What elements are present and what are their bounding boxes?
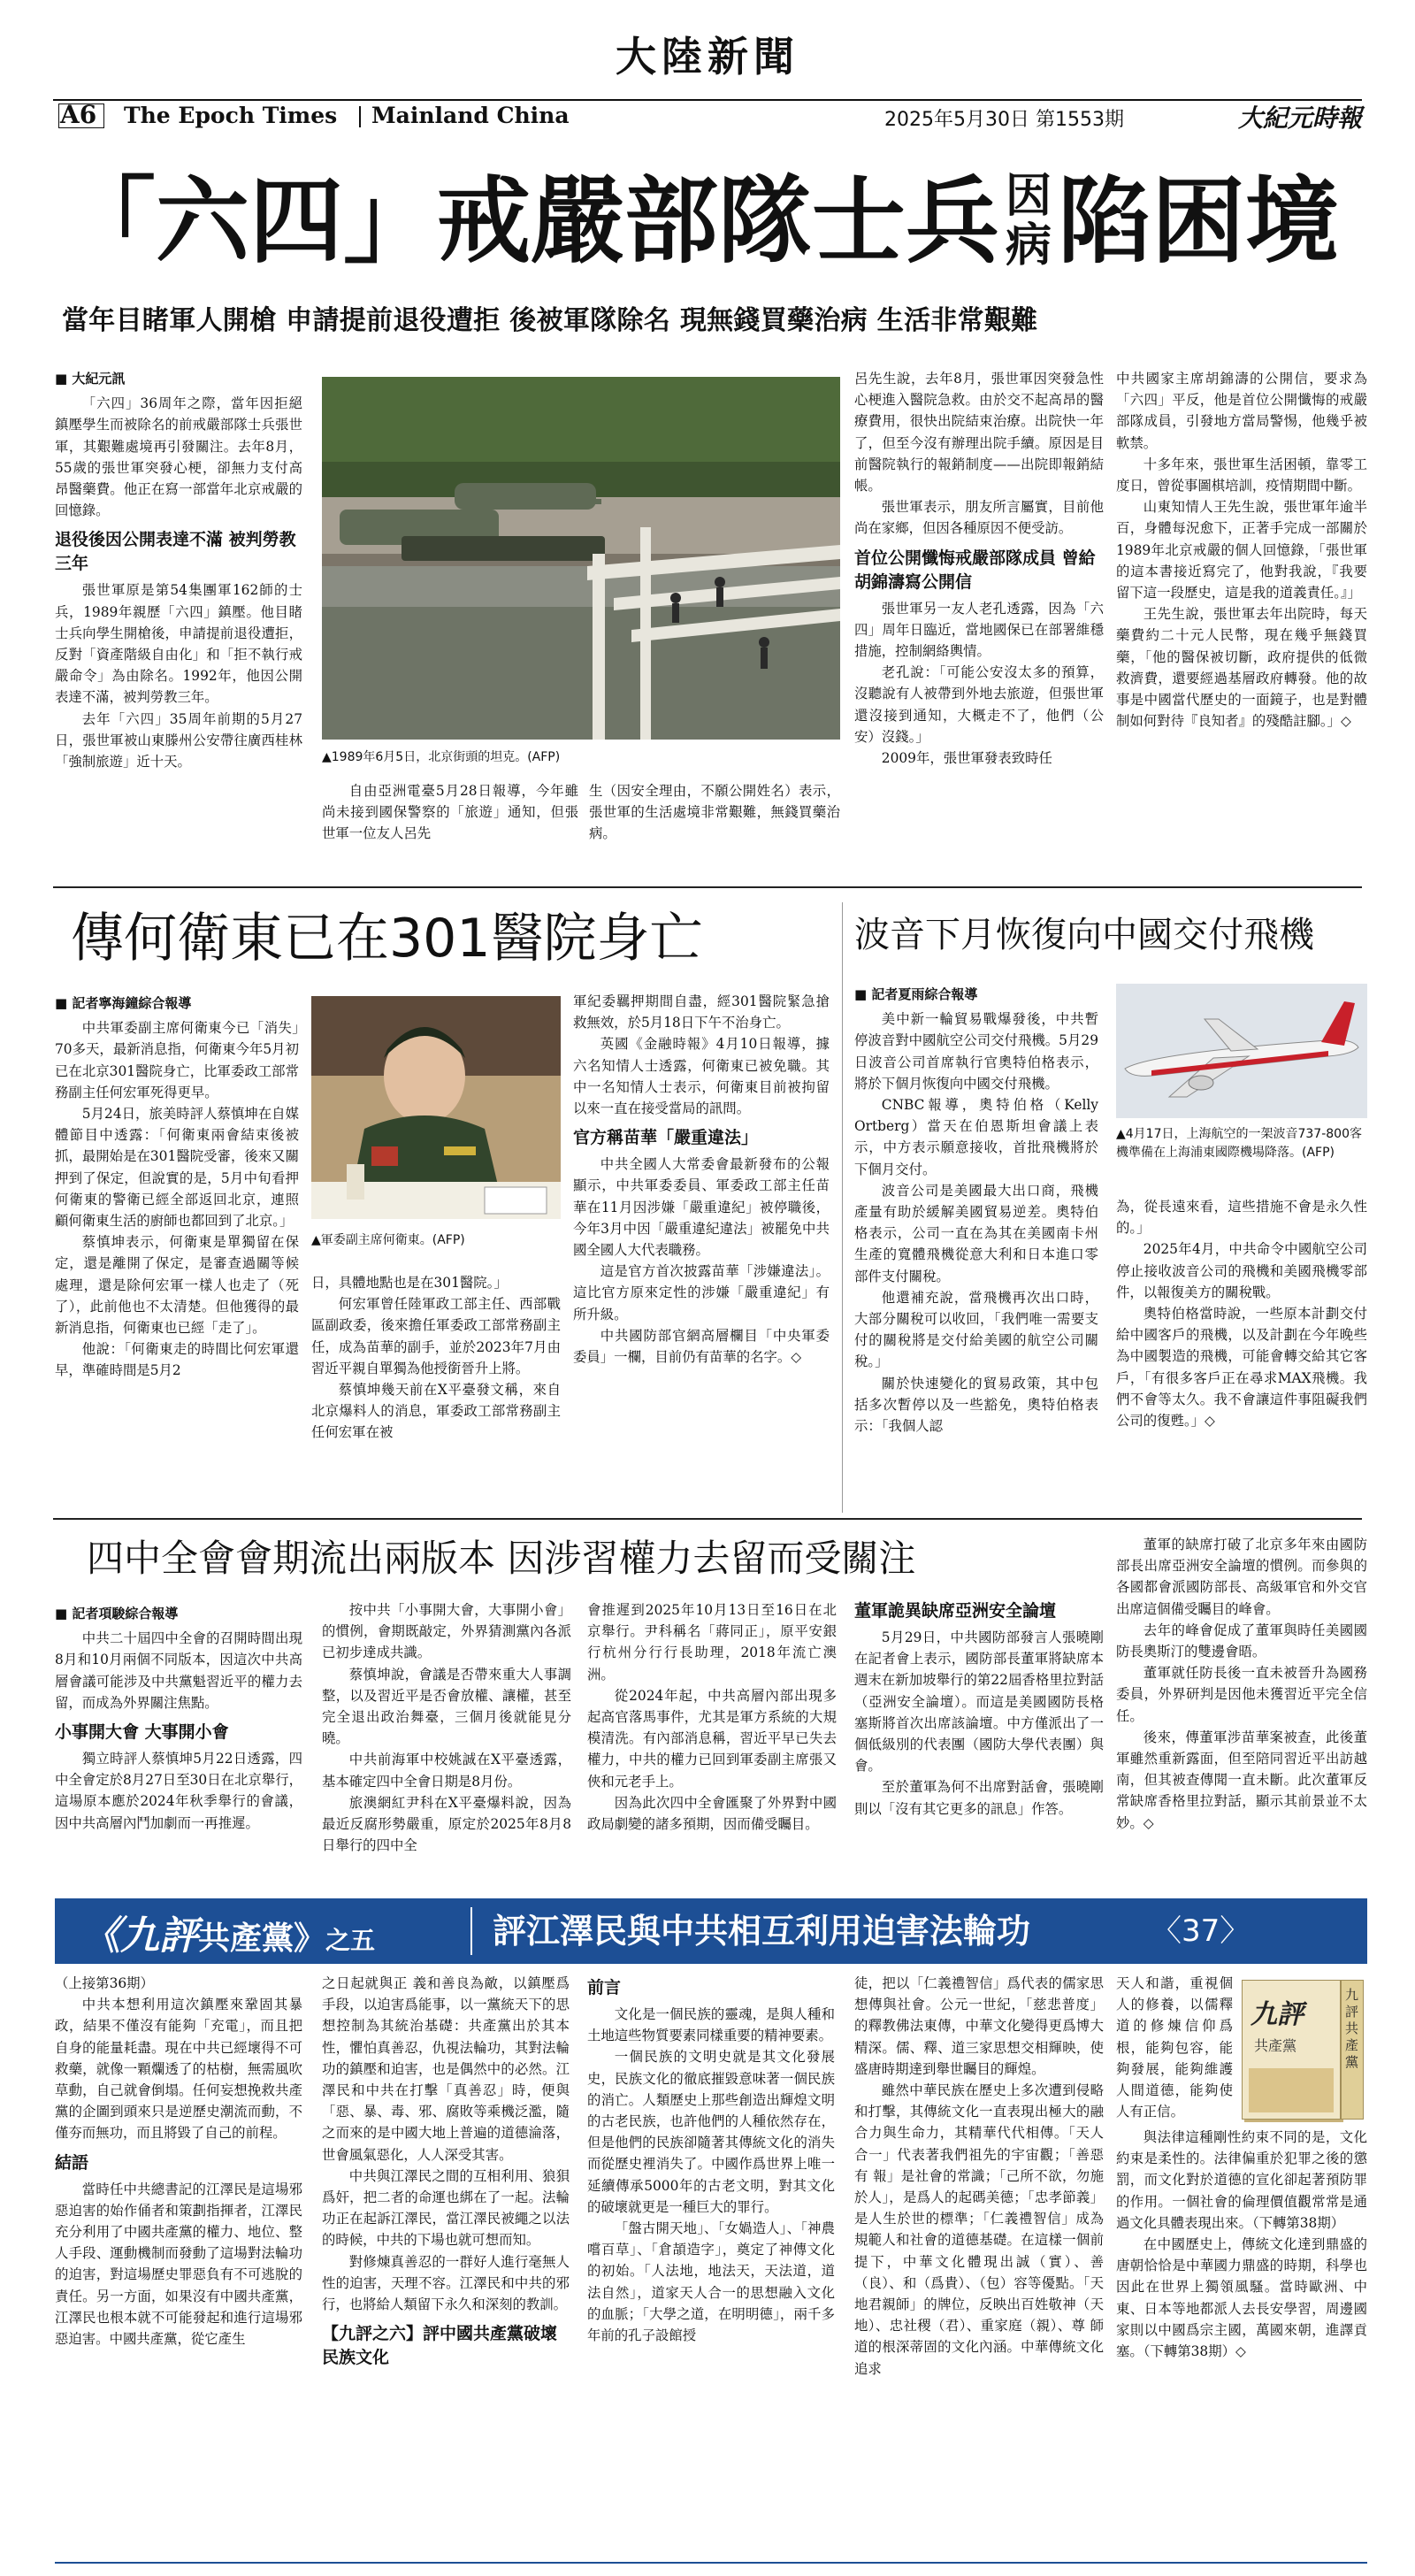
boeing-column-2 [1116,1196,1367,1431]
boeing-photo [1116,984,1367,1118]
plenum-paragraph: 至於董軍為何不出席對話會，張曉剛則以「沒有其它更多的訊息」作答。 [854,1779,1104,1817]
lead-paragraph: 王先生說，張世軍去年出院時，每天藥費約二十元人民幣，現在幾乎無錢買藥，「他的醫保被切斷，政府提供的低微救濟費，還要經過基層政府轉發。他的故事是中國當代歷史的一面鏡子，也是對體制如何對待『良知者』的殘酷註腳。」◇ [1116,606,1367,730]
hwd-photo-caption: ▲軍委副主席何衛東。(AFP) [311,1233,465,1247]
jiuping-paragraph: 中共本想利用這次鎮壓來鞏固其暴政，結果不僅沒有能夠「充電」，而且把自身的能量耗盡。現在中共已經壞得不可救藥，就像一顆爛透了的枯樹，無需風吹草動，自己就會倒塌。任何妄想挽救共產黨的企圖到頭來只是逆歷史潮流而動，不僅夯而無功，而且將毀了自己的前程。 [55,1997,302,2142]
jiuping-column-5b [1116,2127,1367,2362]
jiuping-paragraph: 中共與江澤民之間的互相利用、狼狽爲奸，把二者的命運也綁在了一起。法輪功正在起訴江澤民，當江澤民被繩之以法的時候，中共的下場也就可想而知。 [322,2167,570,2249]
hwd-column-1 [55,993,299,1382]
lead-subhead-1: 退役後因公開表達不滿 被判勞教三年 [55,530,296,574]
jiuping-paragraph: 在中國歷史上，傳統文化達到鼎盛的唐朝恰恰是中華國力鼎盛的時期，科學也因此在世界上獨領風騷。當時歐洲、中東、日本等地都派人去長安學習，周邊國家則以中國爲宗主國，萬國來朝，進譯貢塞。（下轉第38期）◇ [1116,2236,1367,2360]
book-spine-title: 九評共產黨 [1345,1987,1359,2070]
plenum-paragraph: 獨立時評人蔡慎坤5月22日透露，四中全會定於8月27日至30日在北京舉行，這場原本應於2024年秋季舉行的會議，因中共高層內鬥加劇而一再推遲。 [55,1751,302,1831]
plenum-subhead-2: 董軍詭異缺席亞洲安全論壇 [854,1601,1057,1621]
plenum-paragraph: 因為此次四中全會匯聚了外界對中國政局劇變的諸多預期，因而備受矚目。 [587,1794,837,1833]
section-title-zh: 大陸新聞 [616,33,799,80]
jiuping-paragraph: 「盤古開天地」、「女媧造人」、「神農嚐百草」、「倉頡造字」，奠定了神傳文化的初始。「人法地，地法天，天法道，道法自然」，道家天人合一的思想融入文化的血脈；「大學之道，在明明德」，兩千多年前的孔子設館授 [587,2220,835,2344]
hwd-byline: ■ 記者寧海鐘綜合報導 [55,995,192,1011]
boeing-paragraph: 奧特伯格當時說，一些原本計劃交付給中國客戶的飛機，以及計劃在今年晚些為中國製造的飛機，可能會轉交給其它客戶，「有很多客戶正在尋求MAX飛機。我們不會等太久。我不會讓這件事阻礙我們公司的復甦。」◇ [1116,1306,1367,1430]
plenum-paragraph: 董軍就任防長後一直未被晉升為國務委員，外界研判是因他未獲習近平完全信任。 [1116,1665,1367,1724]
lead-paragraph: 2009年，張世軍發表致時任 [881,750,1052,767]
jiuping-column-3 [587,1973,835,2346]
tank-photo-illustration [322,377,840,740]
jiuping-title: 評江澤民與中共相互利用迫害法輪功 [493,1912,1031,1951]
lead-paragraph: 張世軍表示，朋友所言屬實，目前他尚在家鄉，但因各種原因不便受訪。 [854,499,1104,537]
plenum-paragraph: 按中共「小事開大會，大事開小會」的慣例，會期既敲定，外界猜測黨內各派已初步達成共識。 [322,1602,571,1661]
plenum-paragraph: 董軍的缺席打破了北京多年來由國防部長出席亞洲安全論壇的慣例。而參與的各國都會派國防部長、高級軍官和外交官出席這個備受矚目的峰會。 [1116,1537,1367,1617]
page-number: A6 [60,100,97,129]
plenum-column-3 [587,1599,837,1835]
lead-paragraph: 中共國家主席胡錦濤的公開信，要求為「六四」平反，他是首位公開懺悔的戒嚴部隊成員，引發地方當局警惕，他幾乎被軟禁。 [1116,371,1367,451]
hwd-column-3 [573,991,830,1368]
jiuping-lead-note: （上接第36期） [55,1975,154,1991]
boeing-paragraph: 他還補充說，當飛機再次出口時，大部分關稅可以收回，「我們唯一需要支付的關稅將是交付給美國的航空公司關稅。」 [854,1289,1098,1370]
plenum-paragraph: 5月29日，中共國防部發言人張曉剛在記者會上表示，國防部長董軍將缺席本週末在新加坡舉行的第22屆香格里拉對話（亞洲安全論壇）。而這是美國國防長格塞斯將首次出席該論壇。中方僅派出了一個低級別的代表團（國防大學代表團）與會。 [854,1629,1104,1775]
masthead [53,0,1362,133]
issue-date: 2025年5月30日 第1553期 [884,109,1124,131]
plenum-headline: 四中全會會期流出兩版本 因涉習權力去留而受關注 [87,1537,916,1580]
hwd-paragraph: 中共國防部官網高層欄目「中央軍委委員」一欄，目前仍有苗華的名字。◇ [573,1327,830,1366]
lead-subheadline: 當年目睹軍人開槍 申請提前退役遭拒 後被軍隊除名 現無錢買藥治病 生活非常艱難 [62,305,1038,336]
plenum-paragraph: 會推遲到2025年10月13日至16日在北京舉行。尹科稱名「蔣同正」，原平安銀行杭州分行行長助理，2018年流亡澳洲。 [587,1602,837,1683]
jiuping-series-c: 之五 [325,1926,376,1955]
lead-column-2 [322,780,578,845]
plenum-paragraph: 從2024年起，中共高層內部出現多起高官落馬事件，尤其是軍方系統的大規模清洗。有內部消息稱，習近平早已失去權力，中共的權力已回到軍委副主席張又俠和元老手上。 [587,1687,837,1790]
jiuping-column-1 [55,1973,302,2350]
lead-paragraph: 去年「六四」35周年前期的5月27日，張世軍被山東滕州公安帶往廣西桂林「強制旅遊」近十天。 [55,710,302,770]
jiuping-paragraph: 徒，把以「仁義禮智信」爲代表的儒家思想傳與社會。公元一世紀，「慈悲普度」的釋教佛法東傳，中華文化變得更爲博大精深。儒、釋、道三家思想交相輝映，使盛唐時期達到舉世矚目的輝煌。 [854,1975,1104,2077]
paper-name: The Epoch Times [124,103,338,128]
boeing-paragraph: 美中新一輪貿易戰爆發後，中共暫停波音對中國航空公司交付飛機。5月29日波音公司首席執行官奧特伯格表示，將於下個月恢復向中國交付飛機。 [854,1011,1098,1092]
lead-column-1 [55,368,302,772]
lead-paragraph: 自由亞洲電臺5月28日報導，今年雖尚未接到國保警察的「旅遊」通知，但張世軍一位友人呂先 [322,783,578,842]
lead-column-3 [589,780,840,845]
jiuping-series-a: 《九評 [81,1913,198,1959]
jiuping-paragraph: 雖然中華民族在歷史上多次遭到侵略和打擊，其傳統文化一直表現出極大的融合力與生命力，其精華代代相傳。「天人合一」代表著我們祖先的宇宙觀；「善惡有 報」是社會的常識；「己所不欲，勿施於人」，是爲人的起碼美德；「忠孝節義」是人生於世的標準；「仁義禮智信」成為規範人和社會的道德基礎。在這樣一個前 提下，中華文化體現出誠（實）、善（良）、和（爲貴）、（包）容等優點。「天地君親師」的牌位，反映出百姓敬神（天地）、忠社稷（君）、重家庭（親）、尊 師道的根深蒂固的文化內涵。中華傳統文化追求 [854,2082,1104,2377]
lead-paragraph: 老孔說：「可能公安沒太多的預算，沒聽說有人被帶到外地去旅遊，但張世軍還沒接到通知，大概走不了，他們（公安）沒錢。」 [854,664,1104,745]
hwd-paragraph: 英國《金融時報》4月10日報導，據六名知情人士透露，何衛東已被免職。其中一名知情人士表示，何衛東目前被拘留以來一直在接受當局的訊問。 [573,1036,830,1117]
hwd-paragraph: 5月24日，旅美時評人蔡慎坤在自媒體節目中透露：「何衛東兩會結束後被抓，最開始是在301醫院受審，後來又關押到了保定，但說實的是，5月中旬看押何衛東的警衛已經全部返回北京，連照顧何衛東生活的廚師也都回到了北京。」 [55,1106,299,1230]
lead-photo-tank [322,377,840,740]
jiuping-paragraph: 天人和諧，重視個人的修養，以儒釋道的修煉信仰爲根，能夠包容，能夠發展，能夠維護人間道德，能夠使人有正信。 [1116,1975,1233,2120]
plenum-byline: ■ 記者項駿綜合報導 [55,1606,179,1622]
hwd-paragraph: 蔡慎坤幾天前在X平臺發文稱，來自北京爆料人的消息，軍委政工部常務副主任何宏軍在被 [311,1382,561,1441]
lead-column-5 [1116,368,1367,732]
hwd-paragraph: 這是官方首次披露苗華「涉嫌違法」。這比官方原來定性的涉嫌「嚴重違紀」有所升級。 [573,1263,830,1322]
lead-subhead-2: 首位公開懺悔戒嚴部隊成員 曾給胡錦濤寫公開信 [854,548,1096,592]
paper-logo: 大紀元時報 [1237,104,1362,133]
jiuping-column-4 [854,1973,1104,2380]
jiuping-paragraph: 與法律這種剛性約束不同的是，文化約束是柔性的。法律偏重於犯罪之後的懲罰，而文化對於道德的宣化卻起著預防罪的作用。一個社會的倫理價值觀常常是通過文化具體表現出來。（下轉第38期） [1116,2129,1367,2231]
jiuping-part: 〈37〉 [1151,1913,1251,1949]
lead-paragraph: 「六四」36周年之際，當年因拒絕鎮壓學生而被除名的前戒嚴部隊士兵張世軍，其艱難處境再引發關注。去年8月，55歲的張世軍突發心梗，卻無力支付高昂醫藥費。他正在寫一部當年北京戒嚴的回憶錄。 [55,395,302,519]
lead-paragraph: 山東知情人王先生說，張世軍年逾半百，身體每況愈下，正著手完成一部關於1989年北京戒嚴的個人回憶錄，「張世軍的這本書接近寫完了，他對我說，『我要留下這一段歷史，這是我的道義責任。』」 [1116,499,1367,602]
boeing-byline: ■ 記者夏雨綜合報導 [854,986,978,1002]
jiuping-series-b: 共產黨》 [198,1920,326,1957]
boeing-paragraph: 關於快速變化的貿易政策，其中包括多次暫停以及一些豁免，奧特伯格表示：「我個人認 [854,1375,1098,1435]
jiuping-paragraph: 之日起就與正 義和善良為敵，以鎮壓爲手段，以迫害爲能事，以一黨統天下的思想控制為其統治基礎：共產黨出於其本性，懼怕真善忍，仇視法輪功，其對法輪功的鎮壓和迫害，也是偶然中的必然。江澤民和中共在打擊「真善忍」時，便與「惡、暴、毒、邪、腐敗等乘機泛濫，隨之而來的是中國大地上普遍的道德淪落，世會風氣惡化，人人深受其害。 [322,1975,570,2163]
lead-paragraph: 張世軍另一友人老孔透露，因為「六四」周年日臨近，當地國保已在部署維穩措施，控制網絡輿情。 [854,600,1104,660]
hwd-paragraph: 中共全國人大常委會最新發布的公報顯示，中共軍委委員、軍委政工部主任苗華在11月因涉嫌「嚴重違紀」被停職後，今年3月中因「嚴重違紀違法」被罷免中共國全國人大代表職務。 [573,1156,830,1259]
hwd-subhead: 官方稱苗華「嚴重違法」 [573,1128,759,1148]
boeing-paragraph: 為，從長遠來看，這些措施不會是永久性的。」 [1116,1199,1367,1237]
jiuping-column-2 [322,1973,570,2373]
plenum-paragraph: 後來，傳董軍涉苗華案被查，此後董軍雖然重新露面，但至陪同習近平出訪越南，但其被查傳聞一直未斷。此次董軍反常缺席香格里拉對話，顯示其前景並不太妙。◇ [1116,1729,1367,1831]
jiuping-paragraph: 文化是一個民族的靈魂，是與人種和土地這些物質要素同樣重要的精神要素。 [587,2006,835,2044]
boeing-photo-caption: ▲4月17日，上海航空的一架波音737-800客機準備在上海浦東國際機場降落。(AFP) [1116,1127,1362,1160]
plenum-column-4 [854,1599,1104,1820]
hwd-headline: 傳何衛東已在301醫院身亡 [71,908,703,970]
hwd-paragraph: 他說：「何衛東走的時間比何宏軍還早，準確時間是5月2 [55,1341,299,1379]
jiuping-subhead-conclusion: 結語 [55,2152,89,2173]
hwd-photo [311,996,561,1219]
lead-photo-caption: ▲1989年6月5日，北京街頭的坦克。(AFP) [322,750,561,764]
jiuping-paragraph: 對修煉真善忍的一群好人進行毫無人性的迫害，天理不容。江澤民和中共的邪行，也將給人類留下永久和深刻的教訓。 [322,2253,570,2313]
jiuping-paragraph: 當時任中共總書記的江澤民是這場邪惡迫害的始作俑者和策劃指揮者，江澤民充分利用了中國共產黨的權力、地位、整人手段、運動機制而發動了這場對法輪功的迫害，對這場歷史罪惡負有不可逃脫的責任。另一方面，如果沒有中國共產黨，江澤民也根本就不可能發起和進行這場邪惡迫害。中國共產黨，從它產生 [55,2181,302,2348]
book-cover-title: 九評 [1251,1999,1304,2030]
plenum-column-5 [1116,1534,1367,1834]
section-title-en: Mainland China [371,103,570,128]
hwd-paragraph: 軍紀委羈押期間自盡，經301醫院緊急搶救無效，於5月18日下午不治身亡。 [573,993,830,1031]
lead-column-4 [854,368,1104,769]
general-portrait-illustration [311,996,561,1219]
jiuping-book-cover [1242,1976,1365,2125]
plenum-column-1 [55,1603,302,1834]
jiuping-series-label [81,1904,375,1960]
lead-byline: ■ 大紀元訊 [55,371,126,387]
jiuping-subhead-six: 【九評之六】評中國共產黨破壞民族文化 [322,2324,558,2368]
plenum-paragraph: 中共前海軍中校姚誠在X平臺透露，基本確定四中全會日期是8月份。 [322,1752,571,1790]
plenum-paragraph: 蔡慎坤說，會議是否帶來重大人事調整，以及習近平是否會放權、讓權，甚至完全退出政治舞臺，三個月後就能見分曉。 [322,1666,571,1747]
jiuping-paragraph: 一個民族的文明史就是其文化發展史，民族文化的徹底摧毀意味著一個民族的消亡。人類歷史上那些創造出輝煌文明的古老民族，也許他們的人種依然存在，但是他們的民族卻隨著其傳統文化的消失而從歷史裡消失了。中國作爲世界上唯一延續傳承5000年的古老文明，對其文化的破壞就更是一種巨大的罪行。 [587,2049,835,2215]
lead-paragraph: 十多年來，張世軍生活困頓，靠零工度日，曾從事圖棋培訓，疫情期間中斷。 [1116,456,1367,494]
boeing-paragraph: 2025年4月，中共命令中國航空公司停止接收波音公司的飛機和美國飛機零部件，以報復美方的關稅戰。 [1116,1241,1367,1300]
hwd-column-2 [311,1272,561,1444]
lead-headline [62,159,1371,283]
hwd-paragraph: 蔡慎坤表示，何衛東是單獨留在保定，還是離開了保定，是審查過關等候處理，還是除何宏軍一樣人也走了（死了），此前他也不太清楚。但他獲得的最新消息指，何衛東也已經「走了」。 [55,1234,299,1337]
jiuping-column-5a [1116,1973,1233,2122]
lead-headline-tail: 陷困境 [1058,165,1339,276]
hwd-paragraph: 日，具體地點也是在301醫院。」 [311,1275,508,1291]
airplane-photo-illustration [1116,984,1367,1118]
headline-small-char-1: 因 [1005,169,1052,223]
hwd-paragraph: 中共軍委副主席何衛東今已「消失」70多天，最新消息指，何衛東今年5月初已在北京301醫院身亡，比軍委政工部常務副主任何宏軍死得更早。 [55,1020,299,1100]
hwd-paragraph: 何宏軍曾任陸軍政工部主任、西部戰區副政委，後來擔任軍委政工部常務副主任，成為苗華的副手，並於2023年7月由習近平親自單獨為他授銜晉升上將。 [311,1296,561,1376]
plenum-paragraph: 中共二十屆四中全會的召開時間出現8月和10月兩個不同版本，因這次中共高層會議可能涉及中共黨魁習近平的權力去留，而成為外界關注焦點。 [55,1630,302,1711]
plenum-paragraph: 去年的峰會促成了董軍與時任美國國防長奧斯汀的雙邊會晤。 [1116,1622,1367,1660]
book-cover-subtitle: 共產黨 [1254,2037,1297,2054]
plenum-column-2 [322,1599,571,1856]
lead-headline-main: 「六四」戒嚴部隊士兵 [62,165,999,276]
jiuping-banner [55,1898,1367,1964]
boeing-column-1 [854,984,1098,1437]
boeing-paragraph: CNBC報導，奧特伯格（Kelly Ortberg）當天在伯恩斯坦會議上表示，中方表示願意接收，首批飛機將於下個月交付。 [854,1097,1098,1177]
headline-small-char-2: 病 [1005,218,1052,272]
boeing-paragraph: 波音公司是美國最大出口商，飛機產量有助於緩解美國貿易逆差。奧特伯格表示，公司一直在為其在美國南卡州生產的寬體飛機從意大利和日本進口零部件支付關稅。 [854,1182,1098,1284]
boeing-headline: 波音下月恢復向中國交付飛機 [854,915,1314,955]
plenum-subhead-1: 小事開大會 大事開小會 [55,1722,229,1743]
lead-paragraph: 呂先生說，去年8月，張世軍因突發急性心梗進入醫院急救。由於交不起高昂的醫療費用，很快出院結束治療。出院快一年了，但至今沒有辦理出院手續。原因是目前醫院執行的報銷制度——出院即報銷結帳。 [854,371,1104,494]
lead-paragraph: 張世軍原是第54集團軍162師的士兵，1989年親歷「六四」鎮壓。他目睹士兵向學生開槍後，申請提前退役遭拒，反對「資產階級自由化」和「拒不執行戒嚴命令」為由除名。1992年，他因公開表達不滿，被判勞教三年。 [55,582,302,706]
plenum-paragraph: 旅澳網紅尹科在X平臺爆料說，因為最近反腐形勢嚴重，原定於2025年8月8日舉行的四中全 [322,1794,571,1854]
jiuping-subhead-foreword: 前言 [587,1978,622,1997]
lead-paragraph: 生（因安全理由，不願公開姓名）表示，張世軍的生活處境非常艱難，無錢買藥治病。 [589,783,840,842]
